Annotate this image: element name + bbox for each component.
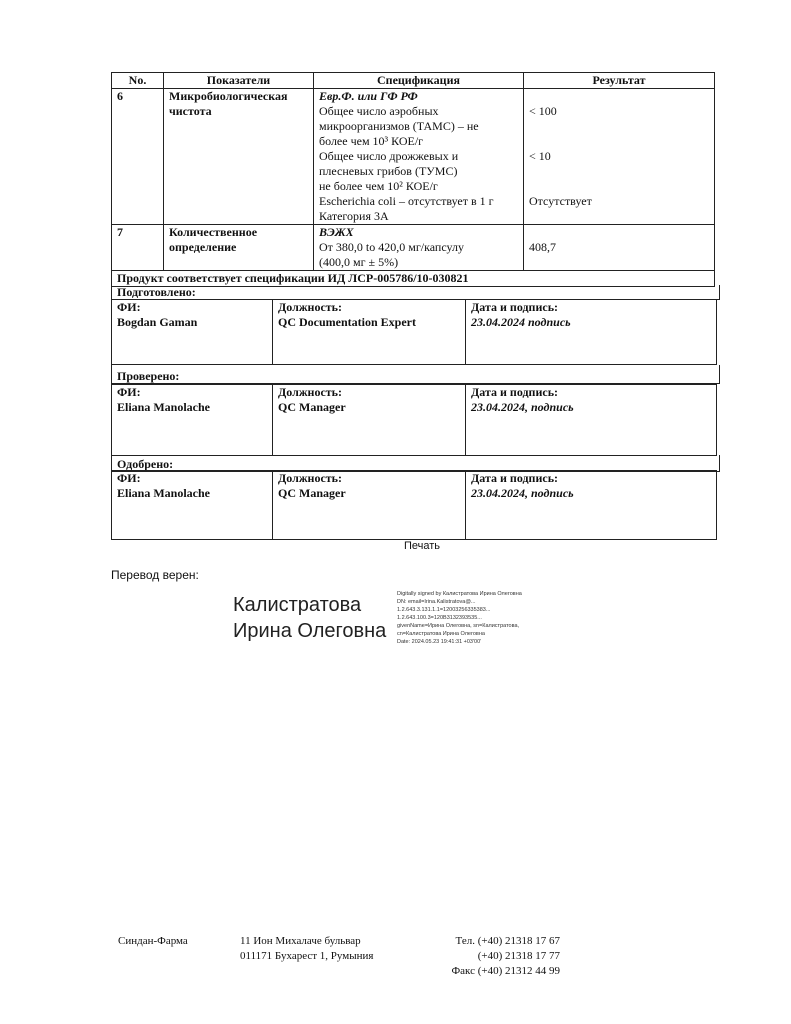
digital-signature-details xyxy=(397,590,567,646)
row-result xyxy=(524,225,715,271)
footer-phone2: (+40) 21318 17 77 xyxy=(477,950,560,962)
print-label: Печать xyxy=(404,540,441,552)
name-value: Eliana Manolache xyxy=(117,486,211,500)
date-value: 23.04.2024, подпись xyxy=(471,486,574,500)
spec-line: От 380,0 to 420,0 мг/капсулу xyxy=(319,240,464,254)
position-value: QC Manager xyxy=(278,486,346,500)
conclusion-text: Продукт соответствует спецификации ИД ЛСР-005786/10-030821 xyxy=(112,271,715,287)
position-label: Должность: xyxy=(278,471,343,485)
section-heading-approved: Одобрено: xyxy=(111,455,720,472)
digital-signature-line: 1.2.643.100.3=120B3132393535... xyxy=(397,615,482,621)
footer-fax: Факс (+40) 21312 44 99 xyxy=(451,965,560,977)
position-cell xyxy=(273,385,466,455)
result-value: < 10 xyxy=(529,149,551,163)
spec-title: ВЭЖХ xyxy=(319,225,354,239)
row-parameter: Количественное определение xyxy=(164,225,314,271)
spec-line: микроорганизмов (ТАМС) – не xyxy=(319,119,479,133)
digital-signature-line: DN: email=Irina.Kalistratova@... xyxy=(397,599,476,605)
name-cell xyxy=(112,300,273,364)
spec-title: Евр.Ф. или ГФ РФ xyxy=(319,89,418,103)
spec-line: более чем 10³ КОЕ/г xyxy=(319,134,424,148)
date-cell xyxy=(466,471,716,539)
footer-company: Синдан-Фарма xyxy=(118,935,188,947)
header-result: Результат xyxy=(524,73,715,89)
date-label: Дата и подпись: xyxy=(471,300,559,314)
row-result xyxy=(524,89,715,225)
name-cell xyxy=(112,385,273,455)
footer-address-line2: 011171 Бухарест 1, Румыния xyxy=(240,950,374,962)
row-specification xyxy=(314,89,524,225)
translation-verified-label: Перевод верен: xyxy=(111,568,199,582)
result-value: < 100 xyxy=(529,104,557,118)
spec-line: Общее число аэробных xyxy=(319,104,439,118)
position-label: Должность: xyxy=(278,385,343,399)
spec-line: Категория 3А xyxy=(319,209,389,223)
section-heading-checked: Проверено: xyxy=(111,365,720,384)
date-label: Дата и подпись: xyxy=(471,385,559,399)
date-value: 23.04.2024, подпись xyxy=(471,400,574,414)
digital-signature-line: 1.2.643.3.131.1.1=12003256335383... xyxy=(397,607,491,613)
header-no: No. xyxy=(112,73,164,89)
result-value: Отсутствует xyxy=(529,194,592,208)
row-specification xyxy=(314,225,524,271)
name-label: ФИ: xyxy=(117,385,141,399)
results-table xyxy=(111,72,715,287)
date-value: 23.04.2024 подпись xyxy=(471,315,571,329)
position-label: Должность: xyxy=(278,300,343,314)
spec-line: Общее число дрожжевых и xyxy=(319,149,459,163)
footer-contacts xyxy=(434,934,560,979)
date-cell xyxy=(466,300,716,364)
spec-line: плесневых грибов (ТУМС) xyxy=(319,164,458,178)
name-value: Eliana Manolache xyxy=(117,400,211,414)
digital-signature-line: Digitally signed by Калистратова Ирина Олеговна xyxy=(397,591,522,597)
header-parameter: Показатели xyxy=(164,73,314,89)
date-cell xyxy=(466,385,716,455)
section-heading-prepared: Подготовлено: xyxy=(111,285,720,300)
row-number: 7 xyxy=(112,225,164,271)
footer-phone1: Тел. (+40) 21318 17 67 xyxy=(455,935,560,947)
signature-block-approved xyxy=(111,470,717,540)
signature-name-line2: Ирина Олеговна xyxy=(233,620,387,642)
row-parameter: Микробиологическая чистота xyxy=(164,89,314,225)
spec-line: (400,0 мг ± 5%) xyxy=(319,255,399,269)
signature-block-checked xyxy=(111,384,717,456)
name-cell xyxy=(112,471,273,539)
header-specification: Спецификация xyxy=(314,73,524,89)
date-label: Дата и подпись: xyxy=(471,471,559,485)
spec-line: Escherichia coli – отсутствует в 1 г xyxy=(319,194,494,208)
translator-signature-name xyxy=(233,592,386,644)
signature-block-prepared xyxy=(111,300,717,365)
table-header-row xyxy=(112,73,715,89)
digital-signature-line: cn=Калистратова Ирина Олеговна xyxy=(397,631,485,637)
table-row xyxy=(112,89,715,225)
digital-signature-line: givenName=Ирина Олеговна, sn=Калистратова, xyxy=(397,623,520,629)
signature-name-line1: Калистратова xyxy=(233,594,362,616)
footer-address-line1: 11 Ион Михалаче бульвар xyxy=(240,935,361,947)
position-value: QC Manager xyxy=(278,400,346,414)
name-value: Bogdan Gaman xyxy=(117,315,198,329)
name-label: ФИ: xyxy=(117,300,141,314)
digital-signature-line: Date: 2024.05.23 19:41:31 +03'00' xyxy=(397,639,482,645)
table-row xyxy=(112,225,715,271)
position-value: QC Documentation Expert xyxy=(278,315,416,329)
footer-address xyxy=(240,934,373,964)
spec-line: не более чем 10² КОЕ/г xyxy=(319,179,438,193)
position-cell xyxy=(273,471,466,539)
name-label: ФИ: xyxy=(117,471,141,485)
position-cell xyxy=(273,300,466,364)
result-value: 408,7 xyxy=(529,240,556,254)
row-number: 6 xyxy=(112,89,164,225)
